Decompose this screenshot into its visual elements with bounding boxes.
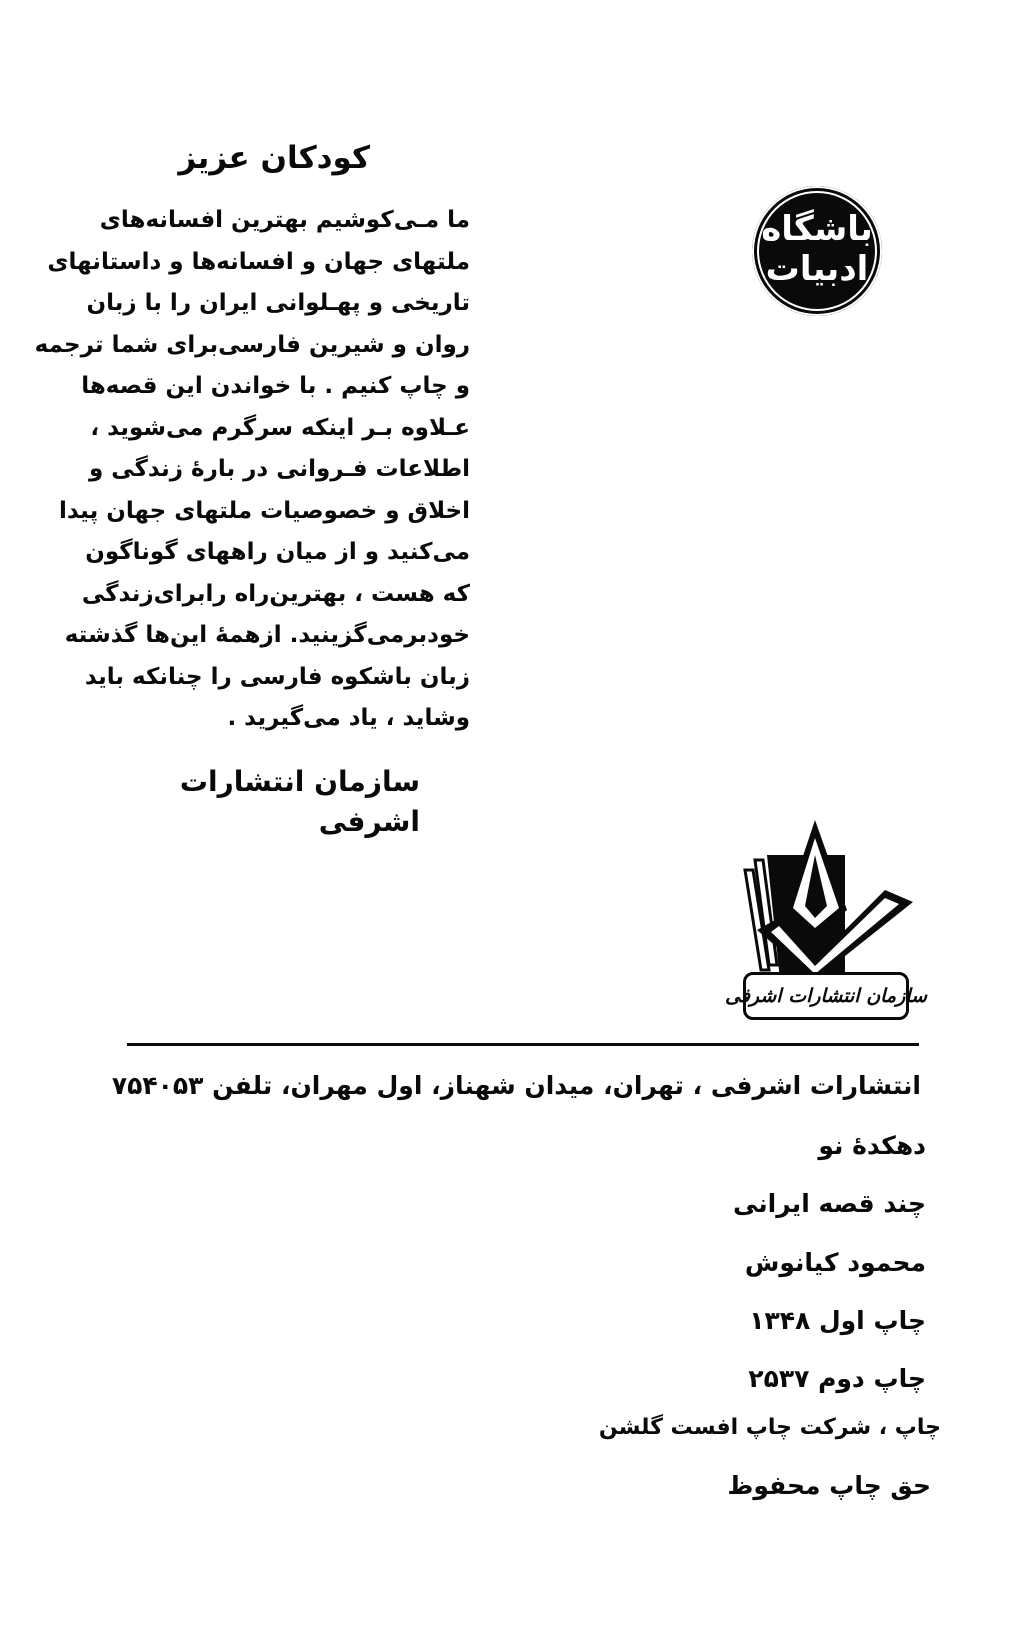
copyright-notice: حق چاپ محفوظ	[727, 1471, 931, 1500]
book-and-pen-icon	[735, 820, 915, 980]
intro-line: ملتهای جهان و افسانه‌ها و داستانهای	[47, 248, 470, 275]
badge-line-1: باشگاه	[761, 209, 873, 249]
intro-line: روان و شیرین فارسی‌برای شما ترجمه	[34, 331, 470, 358]
intro-line: که هست ، بهترین‌راه رابرای‌زندگی	[81, 580, 470, 607]
intro-line: خودبرمی‌گزینید. ازهمهٔ این‌ها گذشته	[64, 622, 470, 648]
first-edition: چاپ اول ۱۳۴۸	[749, 1306, 926, 1335]
badge-line-2: ادبیات	[765, 249, 869, 289]
intro-line: زبان باشکوه فارسی را چنانکه باید	[84, 663, 470, 690]
intro-title: کودکان عزیز	[178, 140, 370, 176]
author-name: محمود کیانوش	[744, 1248, 926, 1277]
intro-line: و چاپ کنیم . با خواندن این قصه‌ها	[81, 373, 470, 399]
intro-message	[34, 138, 470, 842]
intro-signature: سازمان انتشارات اشرفی	[179, 764, 420, 838]
intro-line: وشاید ، یاد می‌گیرید .	[227, 705, 470, 731]
intro-line: تاریخی و پهـلوانی ایران را با زبان	[86, 290, 470, 316]
intro-line: اطلاعات فـروانی در بارهٔ زندگی و	[88, 456, 470, 482]
literature-club-badge-icon	[752, 186, 882, 316]
intro-line: اخلاق و خصوصیات ملتهای جهان پیدا	[59, 497, 470, 524]
intro-body	[34, 200, 470, 740]
printer-info: چاپ ، شرکت چاپ افست گلشن	[598, 1415, 941, 1440]
emblem-label: سازمان انتشارات اشرفی	[743, 972, 909, 1020]
intro-line: ما مـی‌کوشیم بهترین افسانه‌های	[99, 207, 470, 233]
second-edition: چاپ دوم ۲۵۳۷	[748, 1364, 926, 1393]
publisher-address: انتشارات اشرفی ، تهران، میدان شهناز، اول مهران، تلفن ۷۵۴۰۵۳	[111, 1071, 921, 1100]
publisher-emblem-icon	[724, 820, 927, 1020]
horizontal-divider	[127, 1043, 919, 1046]
series-name: دهکدهٔ نو	[818, 1131, 926, 1160]
intro-line: عـلاوه بـر اینکه سرگرم می‌شوید ،	[90, 414, 470, 441]
intro-line: می‌کنید و از میان راههای گوناگون	[85, 539, 470, 565]
book-title: چند قصه ایرانی	[733, 1189, 926, 1218]
